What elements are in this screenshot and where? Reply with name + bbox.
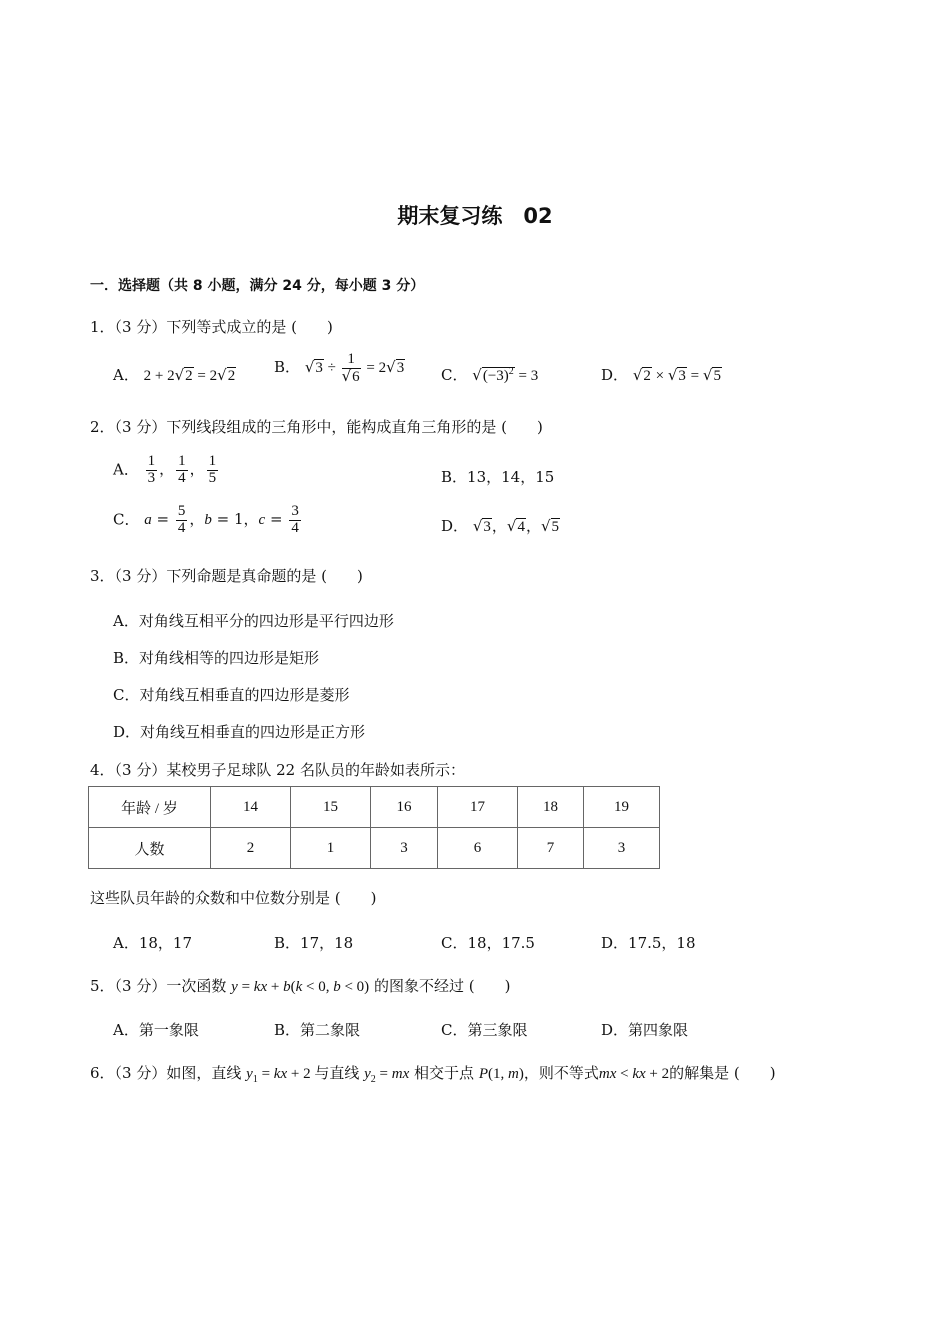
q1-option-d[interactable] [601, 364, 722, 385]
math-expression: a = $\frac{5}{4}$ ，b = 1，c = $\frac{3}{4}$ [144, 503, 299, 536]
q2-option-d[interactable] [441, 515, 560, 536]
stem-text: 的解集是 ( ) [669, 1064, 776, 1082]
q4-option-c[interactable]: C．18，17.5 [441, 934, 535, 952]
q1-option-a[interactable] [113, 364, 236, 385]
q3-option-b[interactable]: B．对角线相等的四边形是矩形 [113, 649, 320, 667]
q2-option-b[interactable]: B．13，14，15 [441, 468, 555, 486]
q2-option-c[interactable] [113, 504, 303, 537]
math-expression: mx [598, 1066, 617, 1082]
q3-option-d[interactable]: D．对角线互相垂直的四边形是正方形 [113, 723, 366, 741]
question-1-stem: 1．（3 分）下列等式成立的是 ( ) [90, 318, 333, 336]
math-expression: √3 ÷ $\frac{1}{√6}$ = 2√3 [304, 351, 405, 385]
stem-text: 的图象不经过 ( ) [373, 977, 511, 995]
math-expression: $y_2$ [364, 1066, 376, 1085]
option-label: C． [441, 366, 468, 384]
table-cell: 15 [291, 787, 371, 828]
math-expression: 2 + 2√2 = 2√2 [143, 366, 236, 384]
q3-option-c[interactable]: C．对角线互相垂直的四边形是菱形 [113, 686, 350, 704]
stem-text: 5．（3 分）一次函数 [90, 977, 227, 995]
question-6-stem: 6．（3 分）如图，直线 $y_1$ = kx + 2 与直线 $y_2$ = mx 相交于点 P(1, m)，则不等式mx < kx + 2的解集是 ( ) [90, 1064, 776, 1085]
option-label: D． [601, 366, 629, 384]
math-expression: $\frac{1}{3}$ ， $\frac{1}{4}$ ， $\frac{1}{5}$ [147, 453, 217, 486]
table-cell: 3 [371, 828, 438, 869]
option-label: D． [441, 517, 469, 535]
table-cell: 1 [291, 828, 371, 869]
age-table [88, 786, 660, 869]
table-cell: 16 [371, 787, 438, 828]
q1-option-b[interactable] [274, 352, 405, 386]
q5-option-a[interactable]: A．第一象限 [113, 1021, 199, 1039]
math-expression: P [478, 1066, 489, 1082]
table-header-cell: 年龄 / 岁 [89, 787, 211, 828]
stem-text: 与直线 [314, 1064, 360, 1082]
option-label: B． [274, 358, 301, 377]
math-expression: y [231, 979, 238, 995]
q4-option-a[interactable]: A．18，17 [113, 934, 193, 952]
q5-option-c[interactable]: C．第三象限 [441, 1021, 528, 1039]
table-cell: 18 [518, 787, 584, 828]
q4-option-b[interactable]: B．17，18 [274, 934, 354, 952]
stem-text: 6．（3 分）如图，直线 [90, 1064, 242, 1082]
question-4-stem: 4．（3 分）某校男子足球队 22 名队员的年龄如表所示： [90, 761, 465, 779]
question-4-followup: 这些队员年龄的众数和中位数分别是 ( ) [90, 889, 377, 907]
q1-option-c[interactable] [441, 364, 538, 385]
option-label: C． [113, 510, 140, 529]
math-expression: $y_1$ [246, 1066, 258, 1085]
math-expression: √3，√4，√5 [472, 517, 560, 535]
q2-option-a[interactable] [113, 454, 220, 487]
table-row [89, 787, 660, 828]
stem-text: 相交于点 [414, 1064, 475, 1082]
table-header-cell: 人数 [89, 828, 211, 869]
table-row [89, 828, 660, 869]
option-label: A． [113, 460, 139, 479]
table-cell: 17 [438, 787, 518, 828]
q4-option-d[interactable]: D．17.5，18 [601, 934, 696, 952]
option-label: A． [113, 366, 139, 384]
math-expression: $√(-3)^2 = 3$ [472, 366, 539, 384]
q5-option-b[interactable]: B．第二象限 [274, 1021, 361, 1039]
q5-option-d[interactable]: D．第四象限 [601, 1021, 689, 1039]
question-2-stem: 2．（3 分）下列线段组成的三角形中，能构成直角三角形的是 ( ) [90, 418, 543, 436]
table-cell: 3 [584, 828, 660, 869]
table-cell: 7 [518, 828, 584, 869]
question-3-stem: 3．（3 分）下列命题是真命题的是 ( ) [90, 567, 363, 585]
table-cell: 19 [584, 787, 660, 828]
question-5-stem: 5．（3 分）一次函数 y = kx + b(k < 0, b < 0) 的图象不经过 ( ) [90, 977, 511, 995]
q3-option-a[interactable]: A．对角线互相平分的四边形是平行四边形 [113, 612, 394, 630]
table-cell: 14 [211, 787, 291, 828]
math-expression: √2 × √3 = √5 [632, 366, 721, 384]
section-heading: 一．选择题（共 8 小题，满分 24 分，每小题 3 分） [90, 278, 425, 294]
stem-text: ，则不等式 [523, 1064, 599, 1082]
table-cell: 2 [211, 828, 291, 869]
page-title: 期末复习练 02 [397, 204, 553, 228]
table-cell: 6 [438, 828, 518, 869]
